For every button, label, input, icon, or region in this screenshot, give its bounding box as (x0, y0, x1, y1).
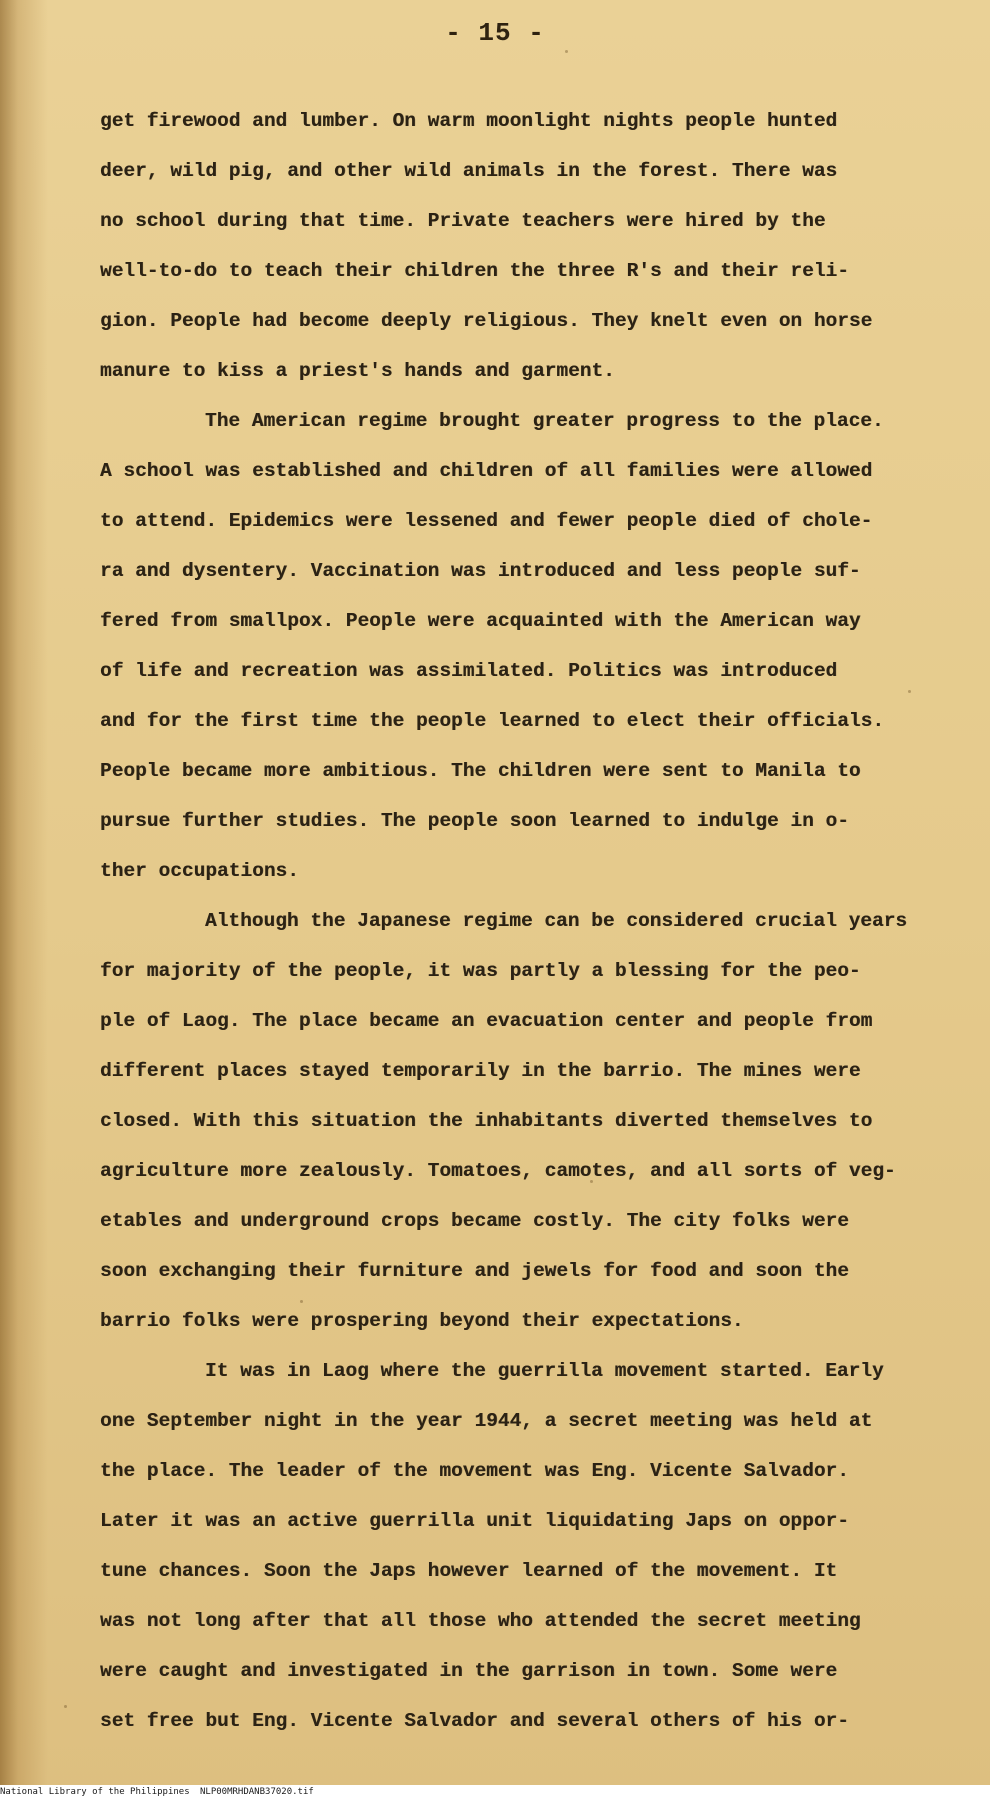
text-line: closed. With this situation the inhabitants diverted themselves to (100, 1110, 873, 1132)
paragraph (100, 396, 930, 896)
footer-library: National Library of the Philippines (0, 1787, 190, 1797)
text-line: were caught and investigated in the garrison in town. Some were (100, 1660, 838, 1682)
text-line: the place. The leader of the movement was Eng. Vicente Salvador. (100, 1460, 849, 1482)
text-line: well-to-do to teach their children the three R's and their reli- (100, 260, 849, 282)
text-line: ra and dysentery. Vaccination was introduced and less people suf- (100, 560, 861, 582)
text-line: etables and underground crops became costly. The city folks were (100, 1210, 849, 1232)
page-number: - 15 - (445, 18, 545, 48)
text-line: soon exchanging their furniture and jewels for food and soon the (100, 1260, 849, 1282)
text-line: agriculture more zealously. Tomatoes, camotes, and all sorts of veg- (100, 1160, 896, 1182)
text-line: was not long after that all those who attended the secret meeting (100, 1610, 861, 1632)
text-line: and for the first time the people learned to elect their officials. (100, 710, 885, 732)
text-line: of life and recreation was assimilated. Politics was introduced (100, 660, 838, 682)
text-line: Later it was an active guerrilla unit liquidating Japs on oppor- (100, 1510, 849, 1532)
text-line: Although the Japanese regime can be considered crucial years (205, 910, 908, 932)
scan-footer (0, 1785, 990, 1800)
text-line: People became more ambitious. The children were sent to Manila to (100, 760, 861, 782)
text-line: different places stayed temporarily in the barrio. The mines were (100, 1060, 861, 1082)
text-line: set free but Eng. Vicente Salvador and several others of his or- (100, 1710, 849, 1732)
paragraph (100, 96, 930, 396)
text-line: ther occupations. (100, 860, 299, 882)
text-line: It was in Laog where the guerrilla movement started. Early (205, 1360, 884, 1382)
text-line: no school during that time. Private teachers were hired by the (100, 210, 826, 232)
text-line: one September night in the year 1944, a secret meeting was held at (100, 1410, 873, 1432)
text-line: The American regime brought greater progress to the place. (205, 410, 884, 432)
text-line: gion. People had become deeply religious. They knelt even on horse (100, 310, 873, 332)
paragraph (100, 1346, 930, 1746)
text-line: ple of Laog. The place became an evacuation center and people from (100, 1010, 873, 1032)
text-line: fered from smallpox. People were acquainted with the American way (100, 610, 861, 632)
text-line: for majority of the people, it was partly a blessing for the peo- (100, 960, 861, 982)
text-line: A school was established and children of all families were allowed (100, 460, 873, 482)
text-line: get firewood and lumber. On warm moonlight nights people hunted (100, 110, 838, 132)
text-line: manure to kiss a priest's hands and garment. (100, 360, 615, 382)
text-line: pursue further studies. The people soon learned to indulge in o- (100, 810, 849, 832)
body-text (100, 96, 930, 1746)
text-line: to attend. Epidemics were lessened and fewer people died of chole- (100, 510, 873, 532)
footer-file: NLP00MRHDANB37020.tif (200, 1787, 314, 1797)
text-line: barrio folks were prospering beyond their expectations. (100, 1310, 744, 1332)
paragraph (100, 896, 930, 1346)
text-line: deer, wild pig, and other wild animals in the forest. There was (100, 160, 838, 182)
text-line: tune chances. Soon the Japs however learned of the movement. It (100, 1560, 838, 1582)
